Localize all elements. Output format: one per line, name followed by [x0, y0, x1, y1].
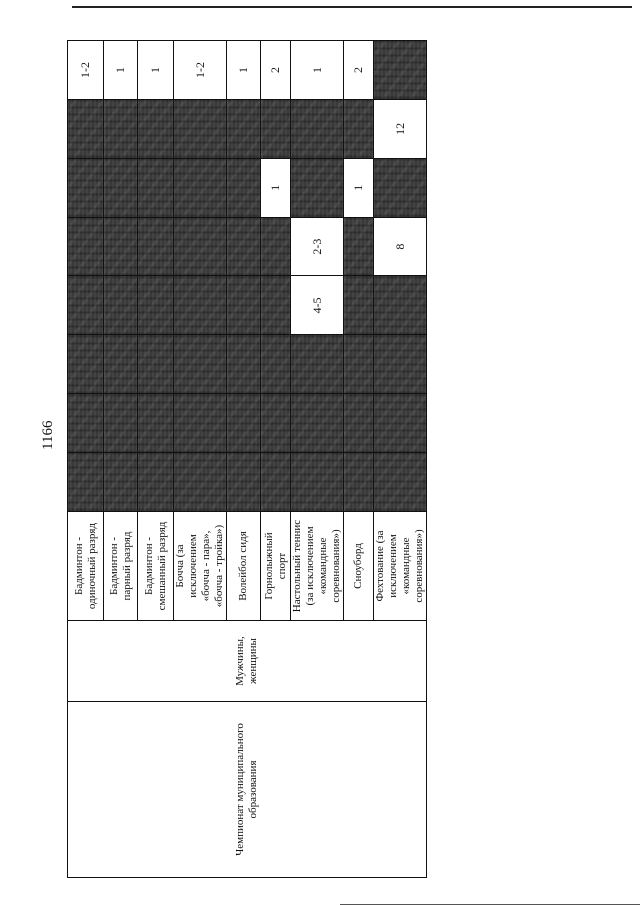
discipline-cell: Фехтование (за исключением «командные соревнования») — [374, 512, 427, 621]
shaded-cell — [344, 394, 374, 453]
rotated-table-wrapper — [67, 40, 425, 878]
discipline-cell: Бадминтон - одиночный разряд — [68, 512, 104, 621]
shaded-cell — [261, 453, 291, 512]
shaded-cell — [138, 335, 174, 394]
shaded-cell — [227, 276, 261, 335]
shaded-cell — [227, 217, 261, 276]
shaded-cell — [261, 276, 291, 335]
value-cell: 1 — [344, 158, 374, 217]
shaded-cell — [344, 276, 374, 335]
shaded-cell — [138, 394, 174, 453]
shaded-cell — [68, 99, 104, 158]
shaded-cell — [344, 99, 374, 158]
shaded-cell — [104, 394, 138, 453]
shaded-cell — [374, 335, 427, 394]
shaded-cell — [227, 453, 261, 512]
page-number: 1166 — [40, 420, 56, 450]
shaded-cell — [68, 394, 104, 453]
shaded-cell — [68, 453, 104, 512]
discipline-cell: Горнолыжный спорт — [261, 512, 291, 621]
shaded-cell — [374, 158, 427, 217]
shaded-cell — [104, 158, 138, 217]
shaded-cell — [291, 453, 344, 512]
shaded-cell — [68, 158, 104, 217]
shaded-cell — [227, 158, 261, 217]
shaded-cell — [374, 394, 427, 453]
shaded-cell — [174, 99, 227, 158]
shaded-cell — [174, 394, 227, 453]
value-cell: 4-5 — [291, 276, 344, 335]
shaded-cell — [68, 335, 104, 394]
value-cell: 2 — [344, 41, 374, 100]
shaded-cell — [68, 217, 104, 276]
shaded-cell — [344, 217, 374, 276]
shaded-cell — [344, 453, 374, 512]
shaded-cell — [138, 217, 174, 276]
shaded-cell — [291, 394, 344, 453]
page-edge-top — [72, 6, 632, 8]
shaded-cell — [104, 276, 138, 335]
shaded-cell — [291, 99, 344, 158]
shaded-cell — [104, 453, 138, 512]
value-cell: 1-2 — [174, 41, 227, 100]
value-cell: 1 — [261, 158, 291, 217]
shaded-cell — [104, 99, 138, 158]
shaded-cell — [261, 335, 291, 394]
value-cell: 2 — [261, 41, 291, 100]
shaded-cell — [374, 453, 427, 512]
shaded-cell — [174, 335, 227, 394]
shaded-cell — [104, 217, 138, 276]
shaded-cell — [261, 394, 291, 453]
value-cell: 1-2 — [68, 41, 104, 100]
value-cell: 1 — [138, 41, 174, 100]
shaded-cell — [374, 276, 427, 335]
discipline-cell: Волейбол сидя — [227, 512, 261, 621]
shaded-cell — [138, 158, 174, 217]
shaded-cell — [261, 217, 291, 276]
shaded-cell — [227, 335, 261, 394]
shaded-cell — [138, 276, 174, 335]
shaded-cell — [374, 41, 427, 100]
value-cell: 1 — [291, 41, 344, 100]
shaded-cell — [291, 158, 344, 217]
shaded-cell — [227, 394, 261, 453]
value-cell: 2-3 — [291, 217, 344, 276]
value-cell: 1 — [104, 41, 138, 100]
shaded-cell — [291, 335, 344, 394]
discipline-cell: Бочча (за исключением «бочча - пара», «бочча - тройка») — [174, 512, 227, 621]
discipline-cell: Бадминтон - парный разряд — [104, 512, 138, 621]
shaded-cell — [174, 158, 227, 217]
value-cell: 1 — [227, 41, 261, 100]
shaded-cell — [227, 99, 261, 158]
shaded-cell — [261, 99, 291, 158]
shaded-cell — [104, 335, 138, 394]
shaded-cell — [138, 99, 174, 158]
shaded-cell — [174, 217, 227, 276]
shaded-cell — [68, 276, 104, 335]
gender-cell: Мужчины, женщины — [68, 621, 427, 702]
value-cell: 8 — [374, 217, 427, 276]
discipline-cell: Бадминтон - смешанный разряд — [138, 512, 174, 621]
shaded-cell — [344, 335, 374, 394]
shaded-cell — [174, 453, 227, 512]
discipline-cell: Настольный теннис (за исключением «командные соревнования») — [291, 512, 344, 621]
table-row — [68, 41, 104, 878]
value-cell: 12 — [374, 99, 427, 158]
discipline-cell: Сноуборд — [344, 512, 374, 621]
shaded-cell — [174, 276, 227, 335]
championship-cell: Чемпионат муниципального образования — [68, 702, 427, 878]
shaded-cell — [138, 453, 174, 512]
sports-ranking-table — [67, 40, 427, 878]
